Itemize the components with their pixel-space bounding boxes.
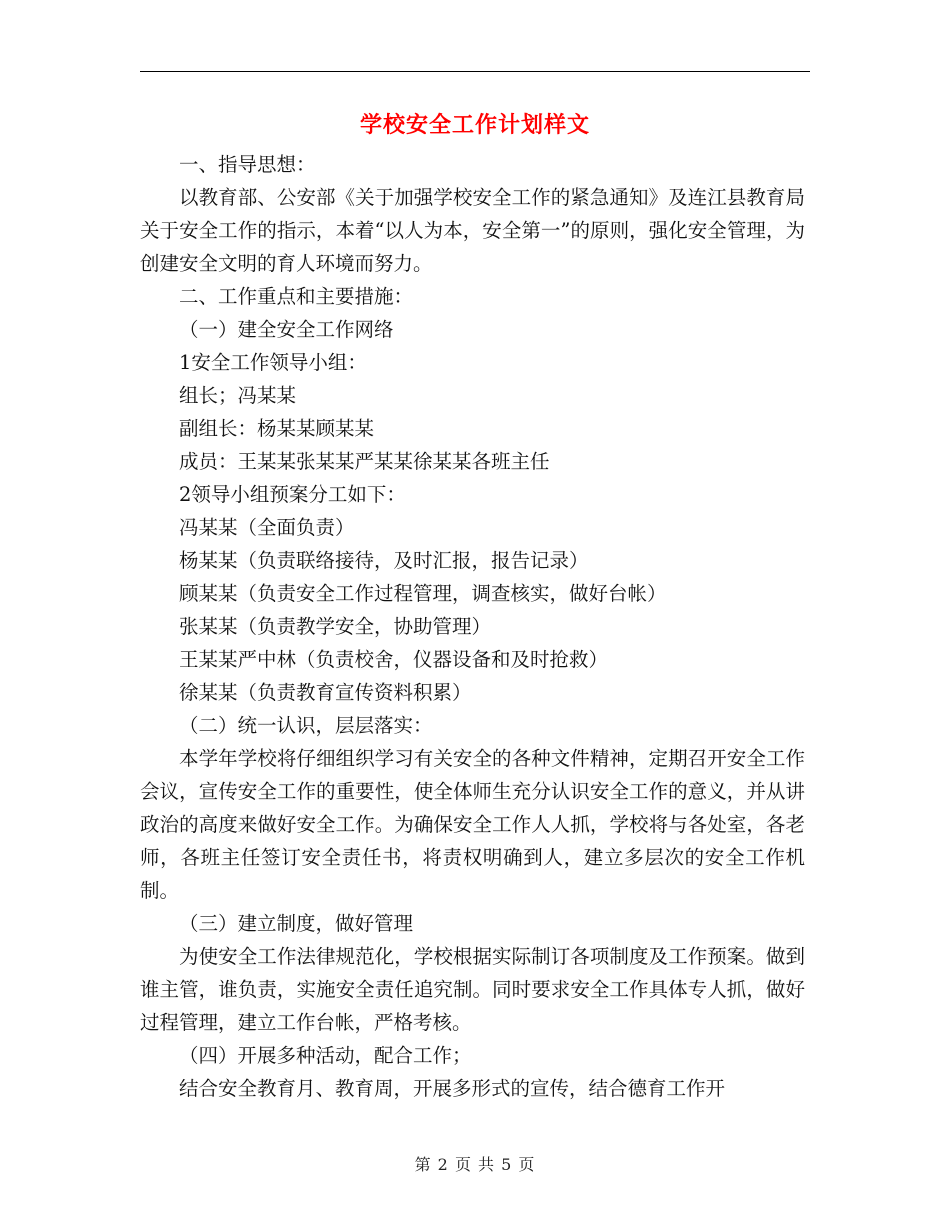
document-title: 学校安全工作计划样文 <box>359 113 590 138</box>
paragraph: 顾某某（负责安全工作过程管理，调查核实，做好台帐） <box>179 582 667 605</box>
paragraph: 徐某某（负责教育宣传资料积累） <box>179 681 472 704</box>
paragraph: 以教育部、公安部《关于加强学校安全工作的紧急通知》及连江县教育局关于安全工作的指示，本着“以人为本，安全第一”的原则，强化安全管理，为创建安全文明的育人环境而努力。 <box>140 186 805 275</box>
paragraph: 张某某（负责教学安全，协助管理） <box>179 615 492 638</box>
paragraph: 副组长：杨某某顾某某 <box>179 417 375 440</box>
paragraph: 一、指导思想： <box>179 153 316 176</box>
paragraph: （一）建全安全工作网络 <box>179 318 394 341</box>
paragraph: 本学年学校将仔细组织学习有关安全的各种文件精神，定期召开安全工作会议，宣传安全工作的重要性，使全体师生充分认识安全工作的意义，并从讲政治的高度来做好安全工作。为确保安全工作人人抓，学校将与各处室，各老师，各班主任签订安全责任书，将责权明确到人，建立多层次的安全工作机制。 <box>140 747 805 902</box>
paragraph: 杨某某（负责联络接待，及时汇报，报告记录） <box>179 549 589 572</box>
paragraph: 结合安全教育月、教育周，开展多形式的宣传，结合德育工作开 <box>179 1077 726 1100</box>
paragraph: 1安全工作领导小组： <box>179 351 367 374</box>
paragraph: （四）开展多种活动，配合工作； <box>179 1044 472 1067</box>
document-body <box>140 148 805 1105</box>
paragraph: （二）统一认识，层层落实： <box>179 714 433 737</box>
paragraph: 二、工作重点和主要措施： <box>179 285 414 308</box>
header-rule <box>140 71 810 72</box>
page-number: 第 2 页 共 5 页 <box>414 1155 536 1174</box>
paragraph: 成员：王某某张某某严某某徐某某各班主任 <box>179 450 550 473</box>
paragraph: 2领导小组预案分工如下： <box>179 483 406 506</box>
paragraph: 为使安全工作法律规范化，学校根据实际制订各项制度及工作预案。做到谁主管，谁负责，实施安全责任追究制。同时要求安全工作具体专人抓，做好过程管理，建立工作台帐，严格考核。 <box>140 945 805 1034</box>
paragraph: 王某某严中林（负责校舍，仪器设备和及时抢救） <box>179 648 609 671</box>
paragraph: 冯某某（全面负责） <box>179 516 355 539</box>
paragraph: （三）建立制度，做好管理 <box>179 912 414 935</box>
paragraph: 组长；冯某某 <box>179 384 297 407</box>
